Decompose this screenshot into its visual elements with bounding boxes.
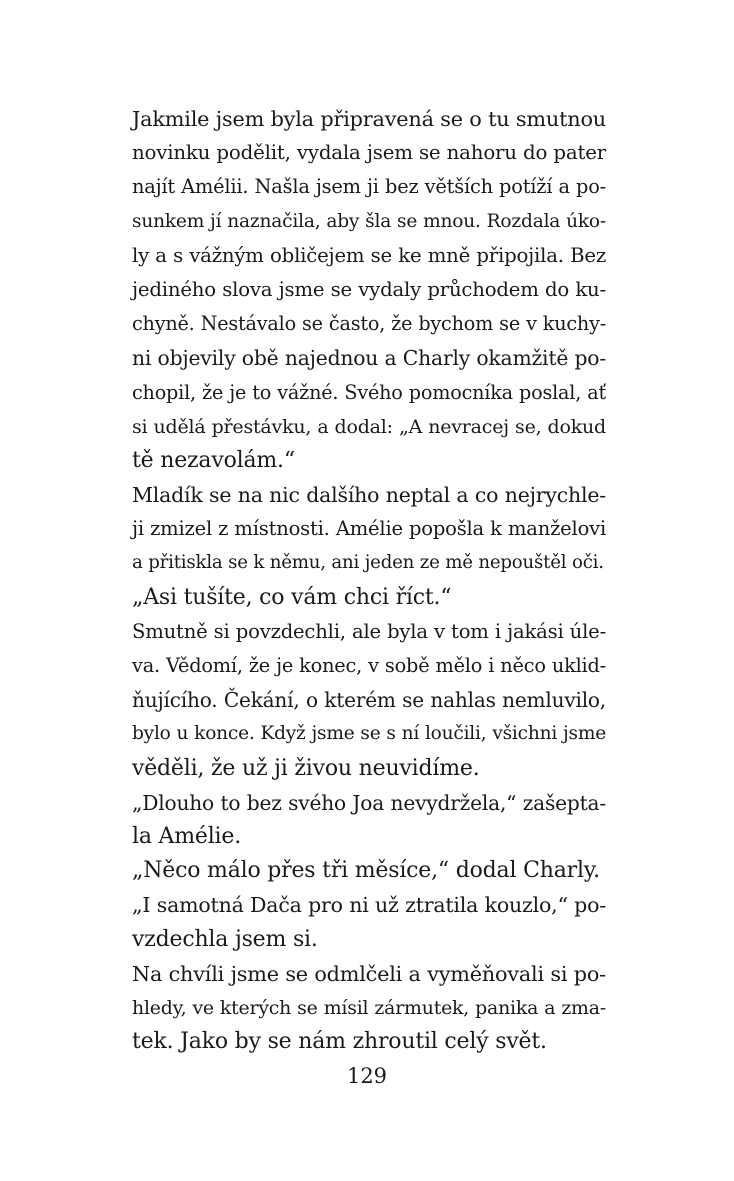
text-line: ly a s vážným obličejem se ke mně připojila. Bez	[132, 243, 606, 267]
text-line: novinku podělit, vydala jsem se nahoru do pater	[132, 141, 606, 165]
text-line: věděli, že už ji živou neuvidíme.	[132, 755, 480, 781]
text-line: jediného slova jsme se vydaly průchodem do ku-	[132, 277, 606, 301]
text-line: ni objevily obě najednou a Charly okamžitě po-	[132, 346, 606, 371]
text-line: tě nezavolám.“	[132, 447, 295, 473]
text-line: va. Vědomí, že je konec, v sobě mělo i něco uklid-	[132, 654, 606, 677]
text-line: chyně. Nestávalo se často, že bychom se v kuchy-	[132, 312, 606, 336]
text-line: najít Amélii. Našla jsem ji bez větších potíží a po-	[132, 175, 606, 199]
text-line: la Amélie.	[132, 823, 241, 849]
text-line: Jakmile jsem byla připravená se o tu smutnou	[132, 107, 606, 131]
text-line: Smutně si povzdechli, ale byla v tom i jakási úle-	[132, 619, 606, 643]
text-line: bylo u konce. Když jsme se s ní loučili, všichni jsme	[132, 723, 606, 745]
page-body-text	[132, 102, 606, 1059]
text-line: ji zmizel z místnosti. Amélie popošla k manželovi	[132, 517, 606, 541]
text-line: Mladík se na nic dalšího neptal a co nejrychle-	[132, 483, 606, 508]
text-line: „Asi tušíte, co vám chci říct.“	[132, 584, 452, 610]
text-line: chopil, že je to vážné. Svého pomocníka poslal, ať	[132, 380, 606, 404]
text-line: „Něco málo přes tři měsíce,“ dodal Charly.	[132, 858, 600, 884]
text-line: si udělá přestávku, a dodal: „A nevracej se, dokud	[132, 415, 606, 438]
text-line: vzdechla jsem si.	[132, 926, 318, 952]
text-line: tek. Jako by se nám zhroutil celý svět.	[132, 1029, 547, 1055]
text-line: hledy, ve kterých se mísil zármutek, panika a zma-	[132, 996, 606, 1019]
text-line: a přitiskla se k němu, ani jeden ze mě nepouštěl oči.	[132, 552, 604, 574]
text-line: „I samotná Dača pro ni už ztratila kouzlo,“ po-	[132, 893, 606, 918]
text-line: sunkem jí naznačila, aby šla se mnou. Rozdala úko-	[132, 210, 606, 232]
text-line: „Dlouho to bez svého Joa nevydržela,“ zašepta-	[132, 790, 606, 815]
page-number: 129	[346, 1064, 388, 1088]
text-line: ňujícího. Čekání, o kterém se nahlas nemluvilo,	[132, 688, 606, 713]
text-line: Na chvíli jsme se odmlčeli a vyměňovali si po-	[132, 961, 606, 986]
